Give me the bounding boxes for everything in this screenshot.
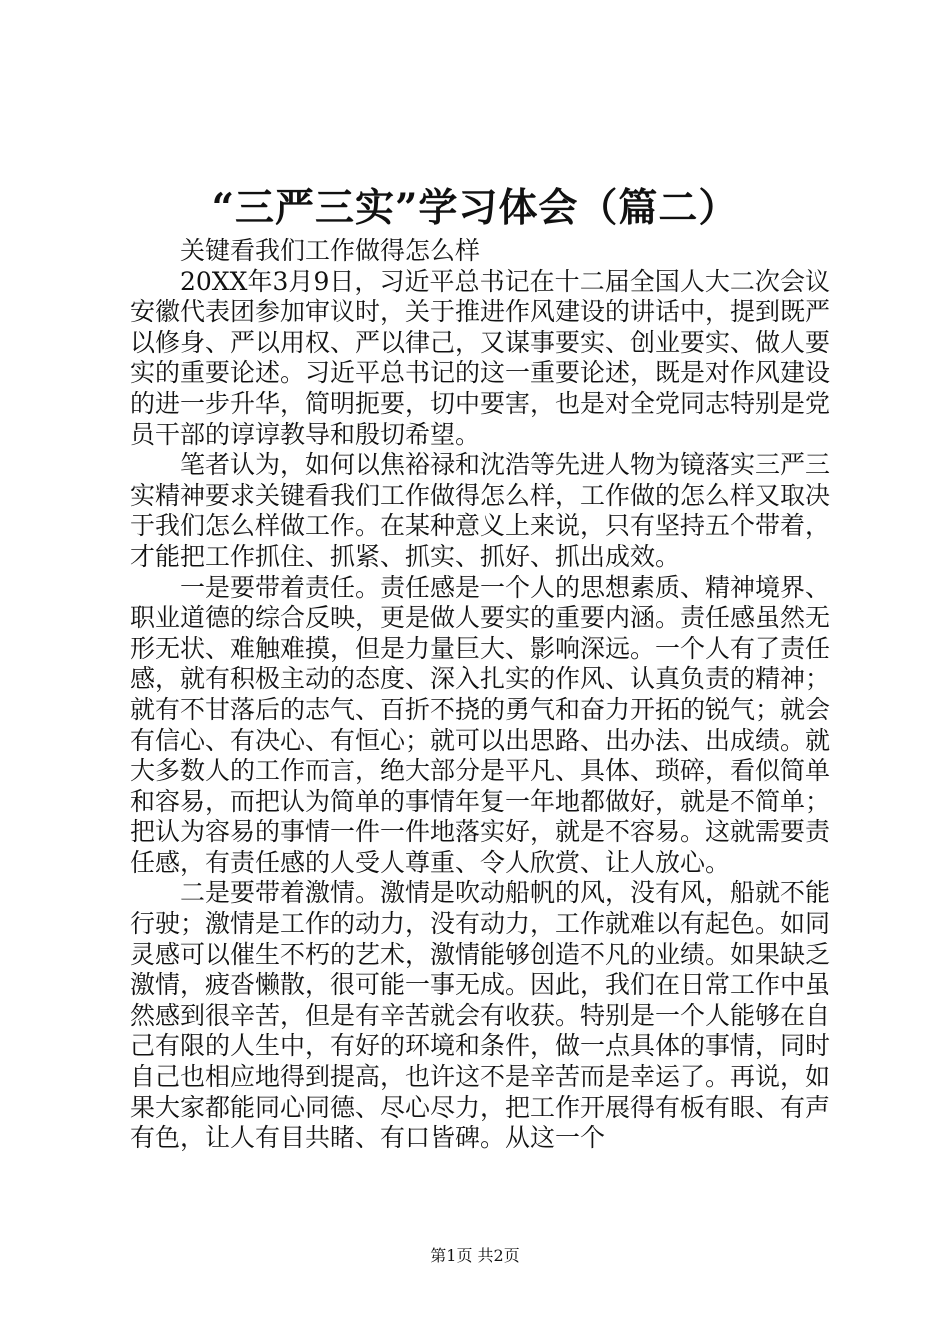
body-paragraph: 二是要带着激情。激情是吹动船帆的风，没有风，船就不能行驶；激情是工作的动力，没有动力，工作就难以有起色。如同灵感可以催生不朽的艺术，激情能够创造不凡的业绩。如果缺乏激情，疲沓懒散，很可能一事无成。因此，我们在日常工作中虽然感到很辛苦，但是有辛苦就会有收获。特别是一个人能够在自己有限的人生中，有好的环境和条件，做一点具体的事情，同时自己也相应地得到提高，也许这不是辛苦而是幸运了。再说，如果大家都能同心同德、尽心尽力，把工作开展得有板有眼、有声有色，让人有目共睹、有口皆碑。从这一个 [130, 878, 831, 1153]
body-paragraph: 笔者认为，如何以焦裕禄和沈浩等先进人物为镜落实三严三实精神要求关键看我们工作做得怎么样，工作做的怎么样又取决于我们怎么样做工作。在某种意义上来说，只有坚持五个带着，才能把工作抓住、抓紧、抓实、抓好、抓出成效。 [130, 450, 831, 571]
body-paragraph: 一是要带着责任。责任感是一个人的思想素质、精神境界、职业道德的综合反映，更是做人要实的重要内涵。责任感虽然无形无状、难触难摸，但是力量巨大、影响深远。一个人有了责任感，就有积极主动的态度、深入扎实的作风、认真负责的精神；就有不甘落后的志气、百折不挠的勇气和奋力开拓的锐气；就会有信心、有决心、有恒心；就可以出思路、出办法、出成绩。就大多数人的工作而言，绝大部分是平凡、具体、琐碎，看似简单和容易，而把认为简单的事情年复一年地都做好，就是不简单；把认为容易的事情一件一件地落实好，就是不容易。这就需要责任感，有责任感的人受人尊重、令人欣赏、让人放心。 [130, 572, 831, 877]
document-title: “三严三实”学习体会（篇二） [211, 185, 739, 231]
document-body [130, 236, 830, 1154]
body-paragraph: 20XX年3月9日，习近平总书记在十二届全国人大二次会议安徽代表团参加审议时，关于推进作风建设的讲话中，提到既严以修身、严以用权、严以律己，又谋事要实、创业要实、做人要实的重要论述。习近平总书记的这一重要论述，既是对作风建设的进一步升华，简明扼要，切中要害，也是对全党同志特别是党员干部的谆谆教导和殷切希望。 [130, 266, 831, 449]
subtitle-paragraph: 关键看我们工作做得怎么样 [180, 236, 481, 265]
page-number-footer: 第1页 共2页 [430, 1246, 520, 1265]
